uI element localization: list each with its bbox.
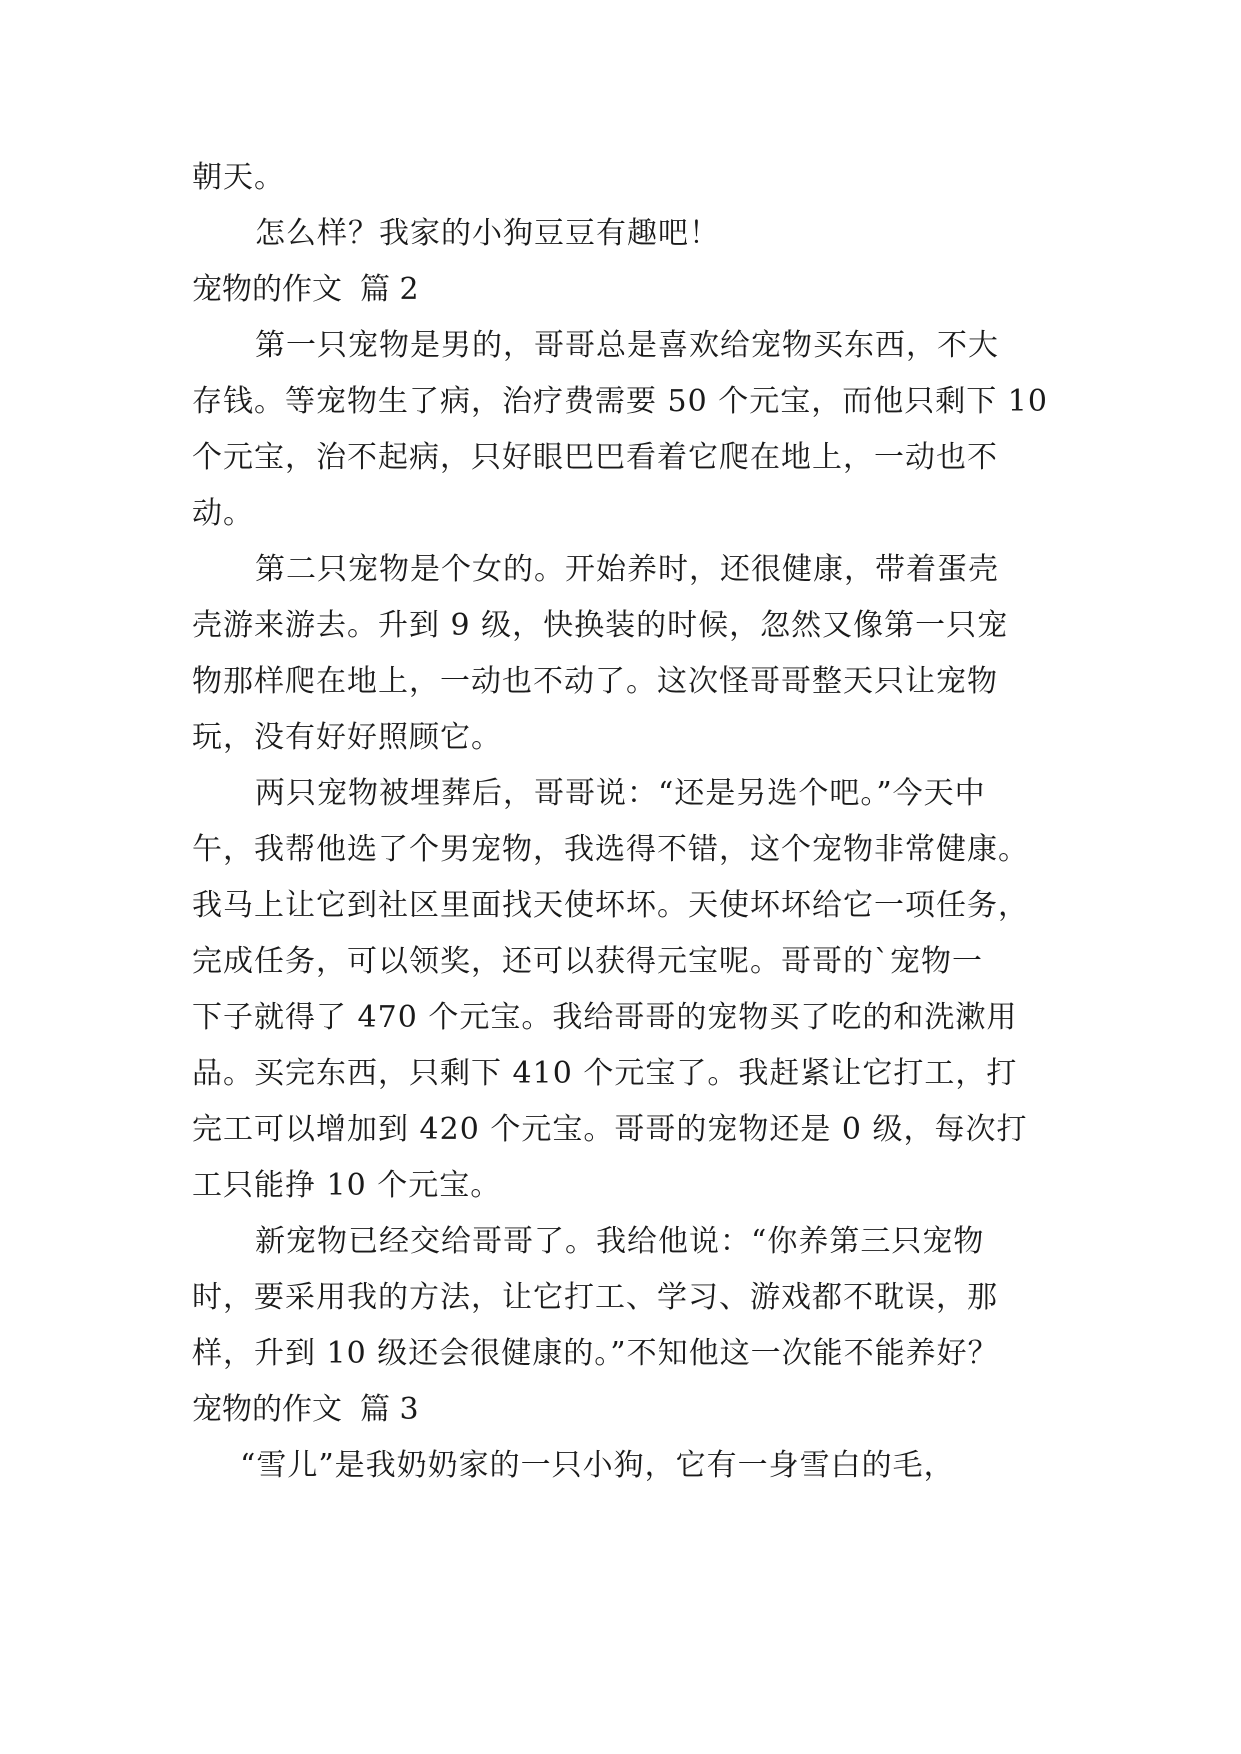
paragraph (192, 318, 1058, 542)
text-line: 玩，没有好好照顾它。 (192, 720, 502, 755)
text-line: 下子就得了 470 个元宝。我给哥哥的宠物买了吃的和洗漱用 (192, 1000, 1018, 1035)
text-line: 两只宠物被埋葬后，哥哥说：“还是另选个吧。”今天中 (255, 776, 986, 811)
section-title: 宠物的作文 (192, 272, 342, 307)
text-line: 第二只宠物是个女的。开始养时，还很健康，带着蛋壳 (255, 552, 999, 587)
text-line: 样，升到 10 级还会很健康的。”不知他这一次能不能养好？ (192, 1336, 999, 1371)
text-line: 工只能挣 10 个元宝。 (192, 1168, 502, 1203)
paragraph (192, 1438, 1058, 1494)
text-line: 午，我帮他选了个男宠物，我选得不错，这个宠物非常健康。 (192, 832, 1029, 867)
text-line: 第一只宠物是男的，哥哥总是喜欢给宠物买东西，不大 (255, 328, 999, 363)
paragraph (192, 766, 1058, 1214)
text-line: 完工可以增加到 420 个元宝。哥哥的宠物还是 0 级，每次打 (192, 1112, 1028, 1147)
section-heading (192, 262, 1058, 318)
text-line: 物那样爬在地上，一动也不动了。这次怪哥哥整天只让宠物 (192, 664, 998, 699)
text-line: 朝天。 (192, 160, 285, 195)
text-line: 怎么样？我家的小狗豆豆有趣吧！ (255, 216, 720, 251)
text-line: 时，要采用我的方法，让它打工、学习、游戏都不耽误，那 (192, 1280, 998, 1315)
text-line: 个元宝，治不起病，只好眼巴巴看着它爬在地上，一动也不 (192, 440, 998, 475)
paragraph (192, 542, 1058, 766)
document-body (192, 150, 1058, 1494)
section-title: 宠物的作文 (192, 1392, 342, 1427)
text-line: 动。 (192, 496, 254, 531)
section-part: 篇 2 (360, 272, 419, 307)
text-line: 品。买完东西，只剩下 410 个元宝了。我赶紧让它打工，打 (192, 1056, 1018, 1091)
text-line: 壳游来游去。升到 9 级，快换装的时候，忽然又像第一只宠 (192, 608, 1009, 643)
text-line: 新宠物已经交给哥哥了。我给他说：“你养第三只宠物 (255, 1224, 985, 1259)
text-line: “雪儿”是我奶奶家的一只小狗，它有一身雪白的毛， (240, 1448, 955, 1483)
text-line: 存钱。等宠物生了病，治疗费需要 50 个元宝，而他只剩下 10 (192, 384, 1048, 419)
text-line: 我马上让它到社区里面找天使坏坏。天使坏坏给它一项任务， (192, 888, 1029, 923)
section-heading (192, 1382, 1058, 1438)
section-part: 篇 3 (360, 1392, 419, 1427)
text-line: 完成任务，可以领奖，还可以获得元宝呢。哥哥的`宠物一 (192, 944, 983, 979)
paragraph (192, 1214, 1058, 1382)
